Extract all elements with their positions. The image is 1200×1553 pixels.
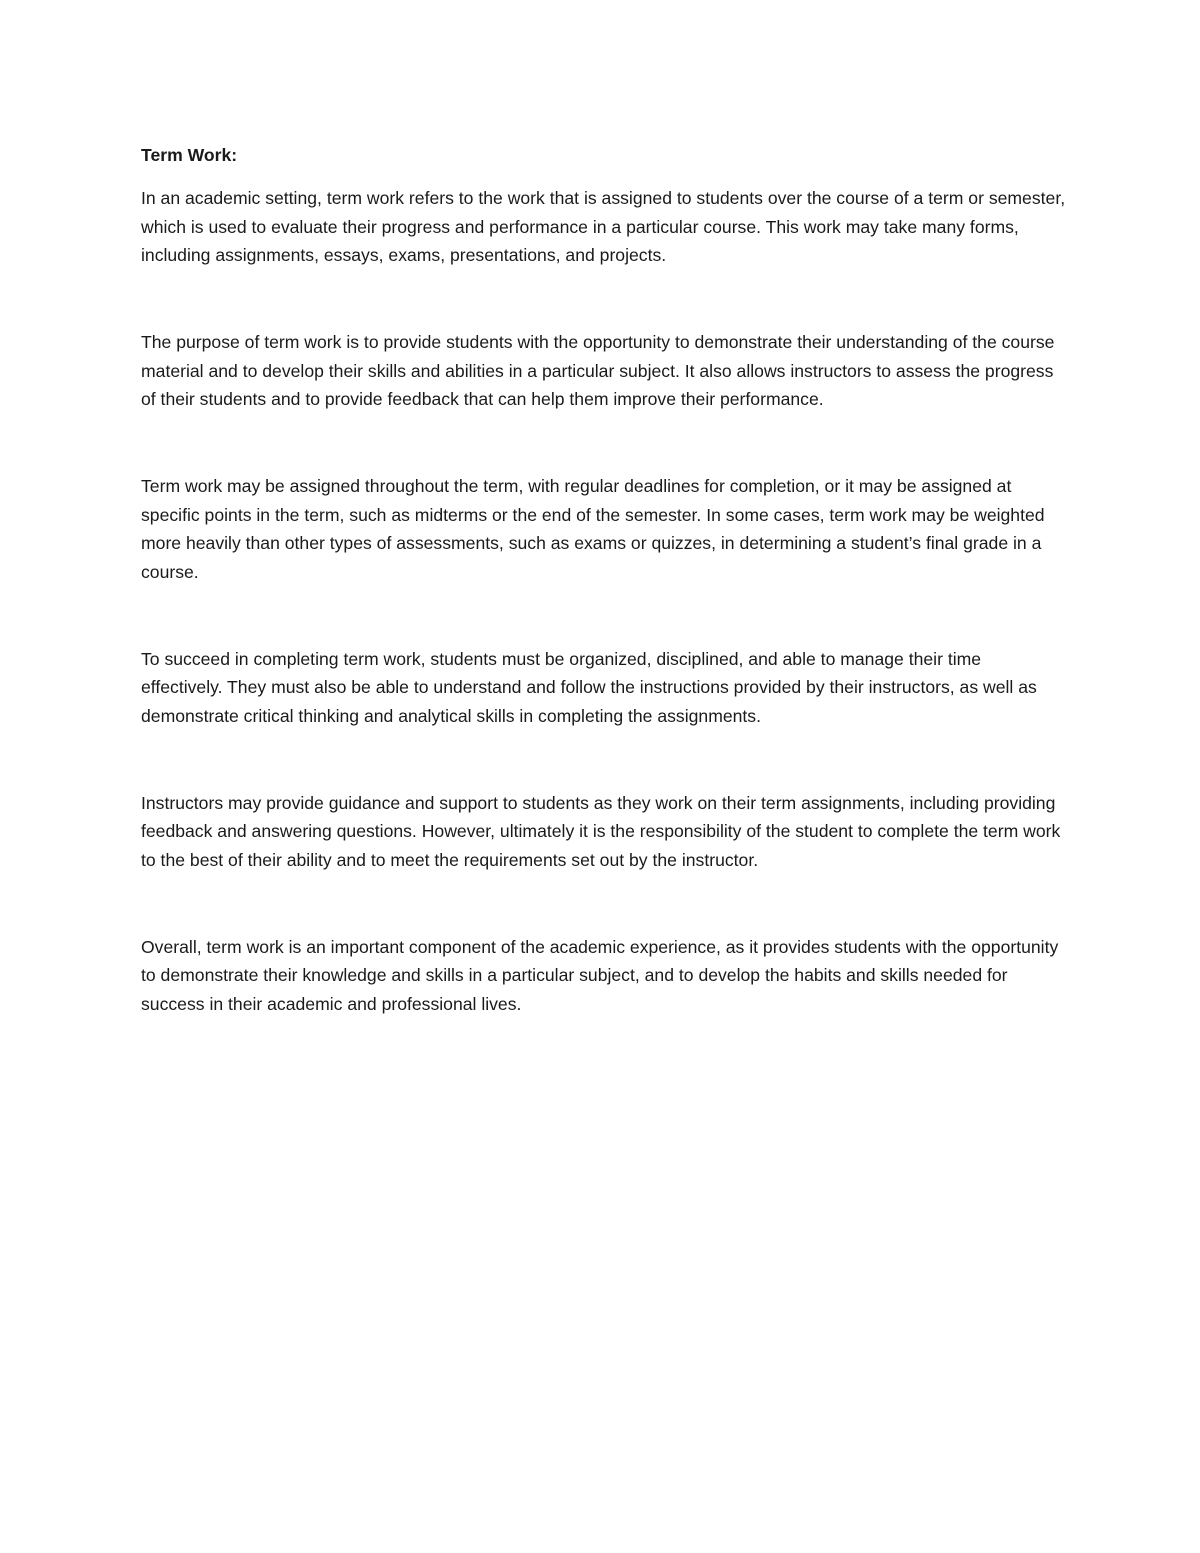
- paragraph-5: Instructors may provide guidance and support to students as they work on their term assignments, including providing feedback and answering questions. However, ultimately it is the responsibility of the student to complete the term work to the best of their ability and to meet the requirements set out by the instructor.: [141, 792, 1061, 871]
- paragraph-3: Term work may be assigned throughout the term, with regular deadlines for completion, or it may be assigned at specific points in the term, such as midterms or the end of the semester. In some cases, term work may be weighted more heavily than other types of assessments, such as exams or quizzes, in determining a student’s final grade in a course.: [141, 475, 1045, 583]
- paragraph-4: To succeed in completing term work, students must be organized, disciplined, and able to manage their time effectively. They must also be able to understand and follow the instructions provided by their instructors, as well as demonstrate critical thinking and analytical skills in completing the assignments.: [141, 648, 1037, 727]
- document-body: [141, 141, 1066, 1019]
- document-title: Term Work:: [141, 145, 238, 165]
- paragraph-1: In an academic setting, term work refers to the work that is assigned to students over the course of a term or semester, which is used to evaluate their progress and performance in a particular course. This work may take many forms, including assignments, essays, exams, presentations, and projects.: [141, 187, 1066, 266]
- paragraph-6: Overall, term work is an important component of the academic experience, as it provides students with the opportunity to demonstrate their knowledge and skills in a particular subject, and to develop the habits and skills needed for success in their academic and professional lives.: [141, 936, 1059, 1015]
- paragraph-2: The purpose of term work is to provide students with the opportunity to demonstrate their understanding of the course material and to develop their skills and abilities in a particular subject. It also allows instructors to assess the progress of their students and to provide feedback that can help them improve their performance.: [141, 331, 1055, 410]
